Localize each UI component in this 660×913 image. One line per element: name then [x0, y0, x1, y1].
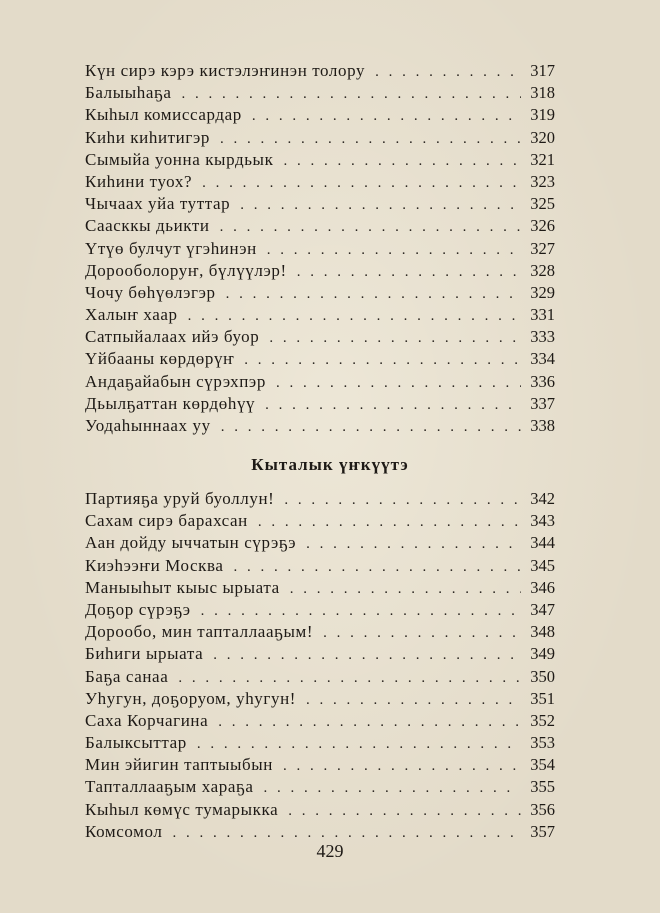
toc-entry-title: Чочу бөһүөлэгэр: [85, 282, 216, 302]
section-heading: Кыталык үҥкүүтэ: [251, 455, 409, 474]
toc-entry: [85, 60, 555, 82]
toc-entry-page: 343: [530, 511, 555, 531]
toc-entry: [85, 532, 555, 554]
toc-entry: [85, 776, 555, 798]
toc-entry-title: Дорообо, мин тапталлааҕым!: [85, 622, 314, 642]
toc-entry: [85, 282, 555, 304]
dot-leader: [178, 667, 521, 689]
toc-entry-page: 323: [530, 171, 555, 191]
toc-entry: [85, 415, 555, 437]
toc-entry-page: 346: [530, 577, 555, 597]
toc-entry-page: 319: [530, 105, 555, 125]
toc-entry-page: 333: [530, 327, 555, 347]
toc-entry: [85, 555, 555, 577]
dot-leader: [290, 578, 521, 600]
dot-leader: [226, 283, 521, 305]
toc-entry-page: 347: [530, 599, 555, 619]
toc-entry: [85, 488, 555, 510]
dot-leader: [288, 800, 521, 822]
toc-list-second: [85, 488, 555, 843]
toc-entry-title: Балыыһаҕа: [85, 83, 172, 103]
toc-entry-title: Уодаһыннаах уу: [85, 416, 211, 435]
toc-entry-title: Доҕор сүрэҕэ: [85, 599, 191, 619]
toc-entry-title: Дорооболоруҥ, бүлүүлэр!: [85, 260, 287, 280]
toc-entry: [85, 260, 555, 282]
toc-entry-page: 354: [530, 755, 555, 775]
toc-entry: [85, 371, 555, 393]
toc-entry-page: 321: [530, 149, 555, 169]
dot-leader: [213, 644, 521, 666]
toc-entry-page: 345: [530, 555, 555, 575]
dot-leader: [182, 83, 521, 105]
toc-entry-page: 352: [530, 710, 555, 730]
toc-entry-page: 320: [530, 127, 555, 147]
toc-list-first: [85, 60, 555, 437]
toc-entry-title: Саха Корчагина: [85, 710, 209, 730]
dot-leader: [258, 511, 521, 533]
toc-entry-title: Киһи киһитигэр: [85, 127, 210, 147]
dot-leader: [267, 239, 521, 261]
dot-leader: [323, 622, 521, 644]
toc-entry-page: 353: [530, 733, 555, 753]
toc-entry: [85, 393, 555, 415]
toc-entry: [85, 215, 555, 237]
dot-leader: [201, 600, 521, 622]
toc-entry-title: Киһини туох?: [85, 171, 193, 191]
toc-entry-page: 325: [530, 194, 555, 214]
toc-entry-page: 318: [530, 83, 555, 103]
toc-entry: [85, 304, 555, 326]
toc-entry-title: Үтүө булчут үгэһинэн: [85, 238, 257, 258]
toc-entry-title: Сахам сирэ барахсан: [85, 511, 248, 531]
toc-entry: [85, 149, 555, 171]
toc-entry-title: Күн сирэ кэрэ кистэлэҥинэн толору: [85, 61, 366, 80]
dot-leader: [221, 416, 521, 438]
toc-entry-title: Саасккы дьикти: [85, 216, 210, 236]
toc-entry: [85, 326, 555, 348]
toc-entry-page: 342: [530, 489, 555, 508]
dot-leader: [283, 755, 521, 777]
toc-entry: [85, 799, 555, 821]
toc-entry: [85, 710, 555, 732]
dot-leader: [297, 261, 521, 283]
toc-entry: [85, 82, 555, 104]
dot-leader: [264, 777, 521, 799]
toc-entry-title: Тапталлааҕым хараҕа: [85, 777, 254, 797]
dot-leader: [220, 216, 521, 238]
toc-entry-page: 344: [530, 533, 555, 553]
dot-leader: [188, 305, 521, 327]
toc-entry-title: Кыһыл көмүс тумарыкка: [85, 799, 279, 819]
page-number: 429: [316, 841, 344, 861]
toc-entry: [85, 621, 555, 643]
dot-leader: [265, 394, 521, 416]
toc-entry: [85, 666, 555, 688]
toc-entry-title: Киэһээҥи Москва: [85, 555, 224, 575]
dot-leader: [306, 689, 521, 711]
dot-leader: [240, 194, 521, 216]
toc-entry: [85, 238, 555, 260]
dot-leader: [218, 711, 521, 733]
toc-entry-page: 348: [530, 622, 555, 642]
dot-leader: [284, 489, 521, 511]
toc-entry-title: Мин эйигин таптыыбын: [85, 755, 273, 775]
toc-entry-title: Сатпыйалаах ийэ буор: [85, 327, 260, 347]
toc-entry-page: 328: [530, 260, 555, 280]
toc-entry: [85, 348, 555, 370]
toc-entry: [85, 732, 555, 754]
toc-entry: [85, 193, 555, 215]
toc-entry-page: 337: [530, 393, 555, 413]
toc-entry-page: 326: [530, 216, 555, 236]
dot-leader: [244, 349, 521, 371]
toc-entry-page: 331: [530, 305, 555, 325]
toc-entry-page: 317: [530, 61, 555, 80]
toc-entry-title: Баҕа санаа: [85, 666, 169, 686]
toc-entry: [85, 577, 555, 599]
toc-entry-page: 349: [530, 644, 555, 664]
toc-entry-title: Дьылҕаттан көрдөһүү: [85, 393, 256, 413]
toc-entry: [85, 510, 555, 532]
toc-entry: [85, 171, 555, 193]
dot-leader: [306, 533, 521, 555]
toc-entry-page: 357: [530, 821, 555, 841]
dot-leader: [252, 105, 521, 127]
dot-leader: [276, 372, 521, 394]
toc-entry: [85, 754, 555, 776]
toc-entry-title: Халыҥ хаар: [85, 305, 178, 325]
dot-leader: [197, 733, 521, 755]
toc-entry-title: Кыһыл комиссардар: [85, 105, 242, 125]
toc-entry-title: Аан дойду ыччатын сүрэҕэ: [85, 533, 297, 553]
toc-entry: [85, 643, 555, 665]
toc-entry-page: 329: [530, 282, 555, 302]
toc-entry-page: 338: [530, 416, 555, 435]
dot-leader: [375, 61, 521, 83]
dot-leader: [269, 327, 521, 349]
toc-entry-page: 334: [530, 349, 555, 369]
toc-entry-page: 327: [530, 238, 555, 258]
toc-entry-page: 355: [530, 777, 555, 797]
dot-leader: [283, 150, 521, 172]
toc-entry-title: Маныыһыт кыыс ырыата: [85, 577, 280, 597]
toc-entry: [85, 127, 555, 149]
dot-leader: [220, 128, 521, 150]
dot-leader: [234, 556, 521, 578]
toc-entry-title: Уһугун, доҕоруом, уһугун!: [85, 688, 297, 708]
toc-entry-page: 350: [530, 666, 555, 686]
toc-entry-title: Андаҕайабын сүрэхпэр: [85, 371, 266, 391]
toc-entry-title: Балыксыттар: [85, 733, 187, 753]
toc-entry: [85, 688, 555, 710]
toc-entry-title: Партияҕа уруй буоллун!: [85, 489, 275, 508]
toc-entry-page: 336: [530, 371, 555, 391]
dot-leader: [202, 172, 521, 194]
toc-entry-title: Комсомол: [85, 821, 163, 841]
toc-entry-title: Сымыйа уонна кырдьык: [85, 149, 274, 169]
toc-entry-page: 356: [530, 799, 555, 819]
toc-entry-page: 351: [530, 688, 555, 708]
toc-entry-title: Чычаах уйа туттар: [85, 194, 231, 214]
toc-entry: [85, 104, 555, 126]
toc-entry-title: Үйбааны көрдөрүҥ: [85, 349, 235, 369]
toc-entry-title: Биһиги ырыата: [85, 644, 204, 664]
toc-entry: [85, 599, 555, 621]
